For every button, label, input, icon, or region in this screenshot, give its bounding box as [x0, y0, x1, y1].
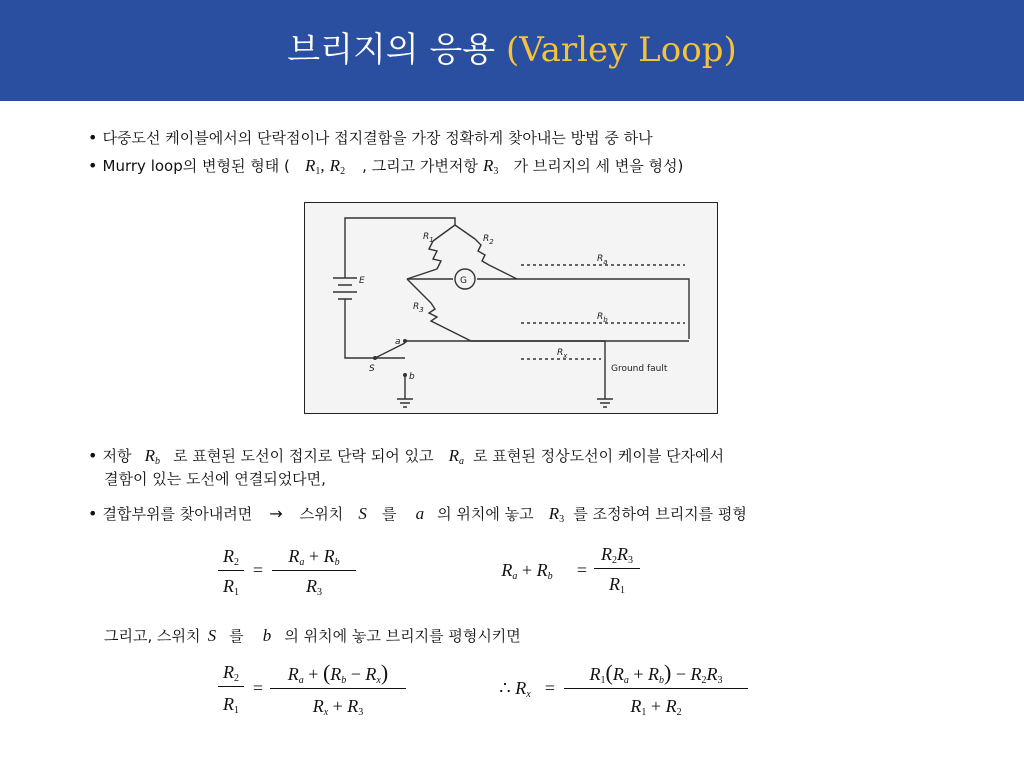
equation-1: $R_2$ $R_1$ = Ra + Rb $R_3$: [210, 546, 360, 606]
bullet-4-text-c: 를: [381, 505, 397, 523]
label-ground-fault: Ground fault: [611, 364, 668, 374]
math-r2: $R_2$: [329, 156, 346, 177]
math-r3: $R_3$: [483, 156, 499, 177]
math-rb: Rb: [144, 446, 160, 467]
bullet-4-text-d: 의 위치에 놓고: [437, 505, 534, 523]
title-english: (Varley Loop): [505, 30, 737, 70]
label-r1: $R_1$: [423, 232, 434, 244]
wire-ra: [517, 279, 689, 339]
math-b-mid: b: [262, 626, 272, 645]
math-r1: $R_1$: [304, 156, 321, 177]
slide-title: [0, 22, 1024, 71]
battery-e: [333, 278, 357, 299]
circuit-diagram: [305, 203, 717, 413]
mid-text-b: 를: [229, 627, 244, 645]
equation-3: $R_2$ $R_1$ = Ra + (Rb − Rx) $Rx + R_3$: [210, 660, 410, 726]
bullet-dot: •: [88, 446, 98, 465]
math-ra: Ra: [448, 446, 465, 467]
arrow-icon: →: [269, 504, 283, 523]
resistor-r1: [407, 225, 455, 279]
bullet-dot: •: [88, 156, 98, 175]
ground-fault: [597, 399, 613, 407]
bullet-2: [88, 156, 683, 182]
label-rx: $R_x$: [557, 348, 568, 360]
bullet-4-text-b: 스위치: [299, 505, 344, 523]
bullet-4-text-e: 를 조정하여 브리지를 평형: [573, 505, 747, 523]
math-s-mid: S: [207, 626, 217, 645]
bullet-3-continued: [104, 469, 326, 489]
bullet-3-text-a: 저항: [102, 447, 132, 465]
bullet-4: [88, 504, 747, 530]
math-s: S: [358, 504, 367, 523]
bullet-1-text: 다중도선 케이블에서의 단락점이나 접지결함을 가장 정확하게 찾아내는 방법 중 하나: [102, 129, 653, 147]
math-r3-b4: $R_3$: [548, 504, 565, 525]
wire-top: [345, 218, 455, 278]
bullet-dot: •: [88, 504, 98, 523]
bullet-1: [88, 128, 653, 148]
label-b: b: [409, 372, 415, 382]
switch-b-sentence: [104, 626, 521, 646]
label-e: E: [359, 276, 365, 286]
bullet-3-text-c: 로 표현된 정상도선이 케이블 단자에서: [473, 447, 725, 465]
wire-left: [345, 299, 375, 358]
label-rb: $R_b$: [597, 312, 608, 324]
bullet-4-text-a: 결합부위를 찾아내려면: [102, 505, 253, 523]
switch-pivot: [373, 356, 377, 360]
label-ra: $R_a$: [597, 254, 608, 266]
bullet-dot: •: [88, 128, 98, 147]
equation-4: ∴ Rx = $R_1(Ra + Rb) - R_2R_3$ $R_1 + R_2$: [488, 660, 758, 726]
varley-loop-figure: [304, 202, 718, 414]
label-a: a: [395, 337, 401, 347]
label-s: S: [369, 364, 375, 374]
math-comma: ,: [320, 156, 325, 175]
bullet-3-text-d: 결함이 있는 도선에 연결되었다면,: [104, 470, 326, 488]
bullet-2-text-a: Murry loop의 변형된 형태 (: [102, 157, 290, 175]
terminal-b: [403, 373, 407, 377]
label-r3: $R_3$: [413, 302, 424, 314]
label-g: G: [460, 276, 467, 286]
math-a: a: [415, 504, 425, 523]
mid-text-a: 그리고, 스위치: [104, 627, 201, 645]
bullet-3-text-b: 로 표현된 도선이 접지로 단락 되어 있고: [173, 447, 434, 465]
title-korean: 브리지의 응용: [287, 30, 496, 70]
bullet-2-text-b: , 그리고 가변저항: [362, 157, 478, 175]
terminal-a: [403, 339, 407, 343]
mid-text-c: 의 위치에 놓고 브리지를 평형시키면: [284, 627, 521, 645]
label-r2: $R_2$: [483, 234, 494, 246]
wire-rx: [405, 341, 605, 399]
equation-2: Ra + Rb = $R_2R_3$ $R_1$: [482, 544, 642, 604]
bullet-2-text-c: 가 브리지의 세 변을 형성): [513, 157, 684, 175]
